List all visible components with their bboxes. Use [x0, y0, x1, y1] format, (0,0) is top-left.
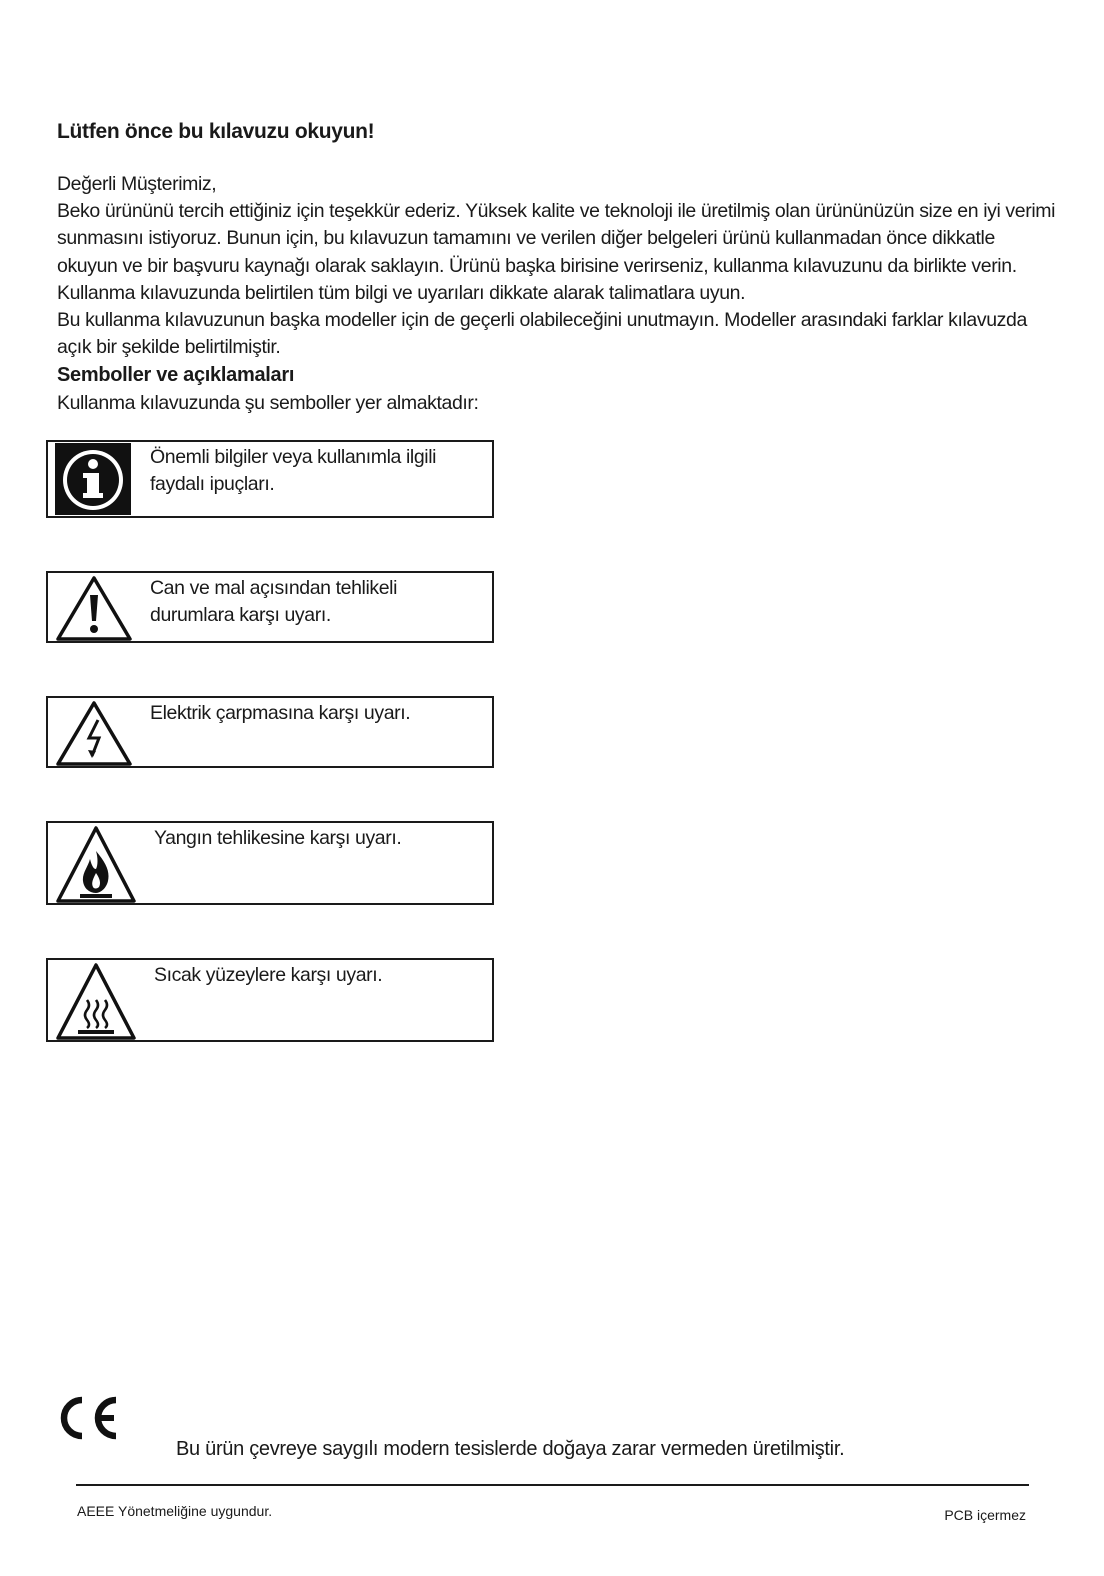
- intro-text: [57, 171, 1057, 361]
- symbols-section-title: Semboller ve açıklamaları: [57, 364, 295, 386]
- greeting: Değerli Müşterimiz,: [57, 173, 217, 195]
- symbol-text-hot-surface: Sıcak yüzeylere karşı uyarı.: [154, 964, 383, 986]
- footer-aeee-compliance: AEEE Yönetmeliğine uygundur.: [77, 1503, 273, 1519]
- intro-paragraph: Beko ürününü tercih ettiğiniz için teşekkür ederiz. Yüksek kalite ve teknoloji ile üretilmiş olan ürününüzün size en iyi verimi sunmasını istiyoruz. Bunun için, bu kılavuzun tamamını ve verilen diğer belgeleri ürünü kullanmadan önce dikkatle okuyun ve bir başvuru kaynağı olarak saklayın. Ürünü başka birisine verirseniz, kullanma kılavuzunu da birlikte verin. Kullanma kılavuzunda belirtilen tüm bilgi ve uyarıları dikkate alarak talimatlara uyun.: [57, 200, 1056, 304]
- symbol-box-warning: [46, 571, 494, 643]
- fire-hazard-icon: [54, 825, 138, 908]
- ce-mark-icon: [54, 1395, 120, 1446]
- symbols-section-intro: Kullanma kılavuzunda şu semboller yer almaktadır:: [57, 392, 479, 414]
- footer-pcb-free: PCB içermez: [944, 1507, 1026, 1523]
- page-title: Lütfen önce bu kılavuzu okuyun!: [57, 120, 375, 143]
- symbol-box-info: [46, 440, 494, 518]
- symbol-box-electric: [46, 696, 494, 768]
- symbol-text-electric: Elektrik çarpmasına karşı uyarı.: [150, 702, 411, 724]
- models-note-paragraph: Bu kullanma kılavuzunun başka modeller için de geçerli olabileceğini unutmayın. Modeller arasındaki farklar kılavuzda açık bir şekilde belirtilmiştir.: [57, 309, 1027, 359]
- symbol-box-fire: [46, 821, 494, 905]
- footer-divider: [76, 1484, 1029, 1486]
- symbol-text-warning: Can ve mal açısından tehlikeli durumlara karşı uyarı.: [150, 577, 398, 626]
- symbol-text-fire: Yangın tehlikesine karşı uyarı.: [154, 827, 402, 849]
- symbol-box-hot-surface: [46, 958, 494, 1042]
- eco-statement: Bu ürün çevreye saygılı modern tesislerde doğaya zarar vermeden üretilmiştir.: [176, 1438, 845, 1460]
- symbol-text-info: Önemli bilgiler veya kullanımla ilgili faydalı ipuçları.: [150, 446, 437, 495]
- info-icon: [55, 443, 131, 520]
- hot-surface-icon: [54, 962, 138, 1045]
- warning-exclamation-icon: [54, 575, 134, 646]
- electric-shock-icon: [54, 700, 134, 771]
